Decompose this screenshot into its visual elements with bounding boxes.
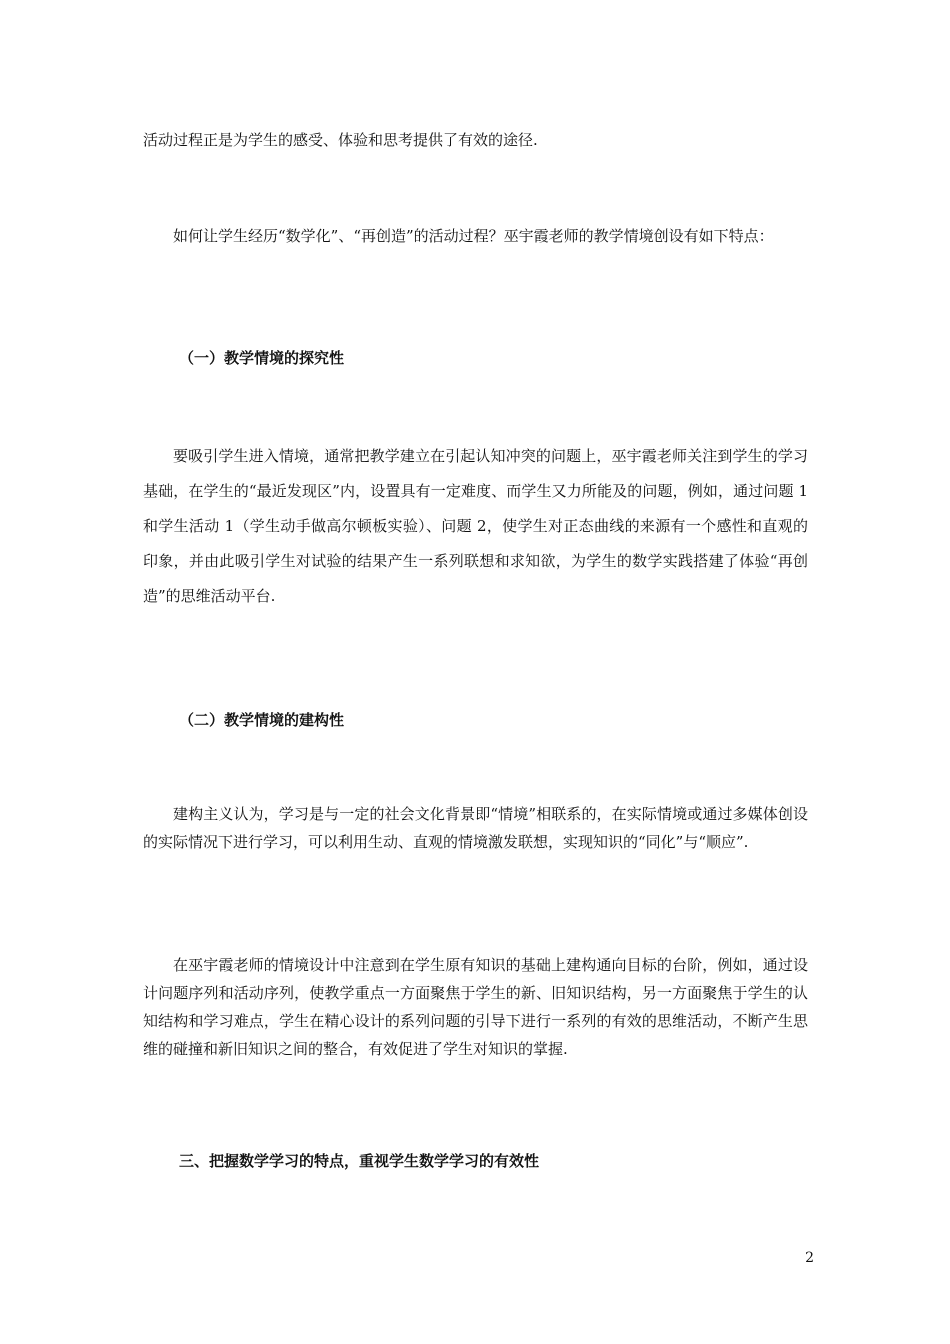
paragraph-text: 要吸引学生进入情境，通常把教学建立在引起认知冲突的问题上，巫宇霞老师关注到学生的学习基础，在学生的“最近发现区”内，设置具有一定难度、而学生又力所能及的问题，例如，通过问题 1 和学生活动 1（学生动手做高尔顿板实验）、问题 2，使学生对正态曲线的来源有一个感性和直观的印象，并由此吸引学生对试验的结果产生一系列联想和求知欲，为学生的数学实践搭建了体验“再创造”的思维活动平台. [143, 447, 808, 605]
paragraph-text: 在巫宇霞老师的情境设计中注意到在学生原有知识的基础上建构通向目标的台阶，例如，通过设计问题序列和活动序列，使教学重点一方面聚焦于学生的新、旧知识结构，另一方面聚焦于学生的认知结构和学习难点，学生在精心设计的系列问题的引导下进行一系列的有效的思维活动，不断产生思维的碰撞和新旧知识之间的整合，有效促进了学生对知识的掌握. [143, 956, 808, 1058]
section-heading-exploratory: （一）教学情境的探究性 [179, 349, 345, 367]
paragraph-how-to-experience [143, 222, 808, 250]
paragraph-text: 建构主义认为，学习是与一定的社会文化背景即“情境”相联系的，在实际情境或通过多媒体创设的实际情况下进行学习，可以利用生动、直观的情境激发联想，实现知识的“同化”与“顺应”. [143, 805, 808, 851]
section-heading-part-three: 三、把握数学学习的特点，重视学生数学学习的有效性 [179, 1152, 540, 1170]
paragraph-scenario-design [143, 951, 808, 1063]
section-heading-constructive: （二）教学情境的建构性 [179, 711, 345, 729]
paragraph-text: 活动过程正是为学生的感受、体验和思考提供了有效的途径. [143, 131, 538, 149]
paragraph-activity-process [143, 126, 808, 154]
paragraph-text: 如何让学生经历“数学化”、“再创造”的活动过程？巫宇霞老师的教学情境创设有如下特点： [173, 227, 774, 245]
paragraph-exploratory-body [143, 439, 808, 614]
paragraph-constructivism [143, 800, 808, 856]
page-number: 2 [805, 1250, 814, 1266]
